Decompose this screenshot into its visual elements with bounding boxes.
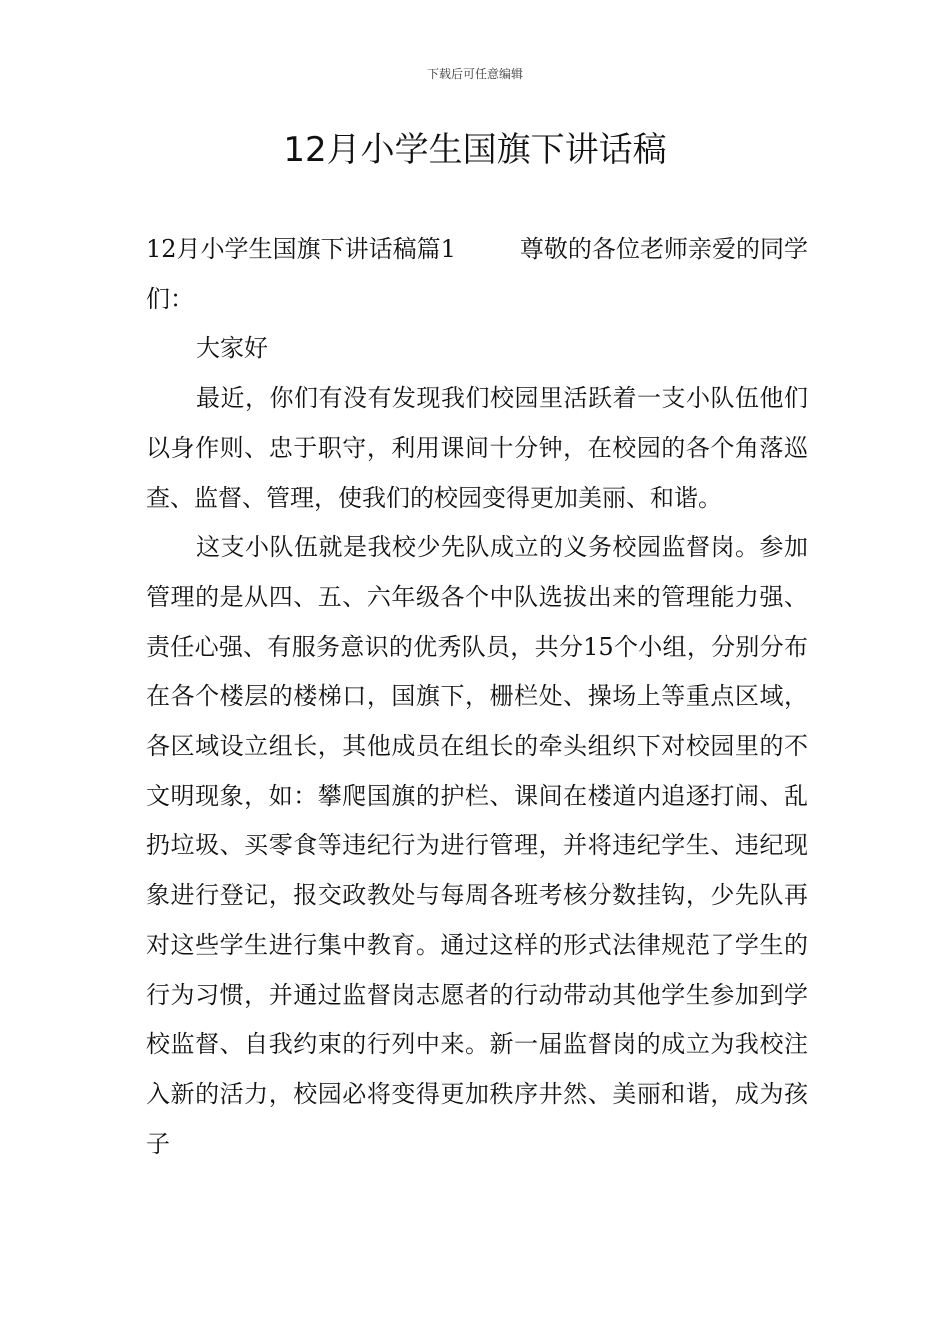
body-paragraph-1: 最近，你们有没有发现我们校园里活跃着一支小队伍他们以身作则、忠于职守，利用课间十分钟，在校园的各个角落巡查、监督、管理，使我们的校园变得更加美丽、和谐。 (146, 384, 808, 512)
greeting-paragraph: 大家好 (196, 334, 268, 363)
header-note: 下载后可任意编辑 (426, 67, 523, 81)
body-paragraph-2: 这支小队伍就是我校少先队成立的义务校园监督岗。参加管理的是从四、五、六年级各个中队选拔出来的管理能力强、责任心强、有服务意识的优秀队员，共分15个小组，分别分布在各个楼层的楼梯口，国旗下，栅栏处、操场上等重点区域，各区域设立组长，其他成员在组长的牵头组织下对校园里的不文明现象，如：攀爬国旗的护栏、课间在楼道内追逐打闹、乱扔垃圾、买零食等违纪行为进行管理，并将违纪学生、违纪现象进行登记，报交政教处与每周各班考核分数挂钩，少先队再对这些学生进行集中教育。通过这样的形式法律规范了学生的行为习惯，并通过监督岗志愿者的行动带动其他学生参加到学校监督、自我约束的行列中来。新一届监督岗的成立为我校注入新的活力，校园必将变得更加秩序井然、美丽和谐，成为孩子 (146, 533, 808, 1158)
document-title: 12月小学生国旗下讲话稿 (283, 130, 667, 170)
document-body (146, 225, 808, 1169)
intro-paragraph (146, 225, 808, 324)
salutation: 尊敬的各位老师亲爱的同学们： (146, 235, 808, 313)
intro-heading: 12月小学生国旗下讲话稿篇1 (146, 235, 456, 263)
